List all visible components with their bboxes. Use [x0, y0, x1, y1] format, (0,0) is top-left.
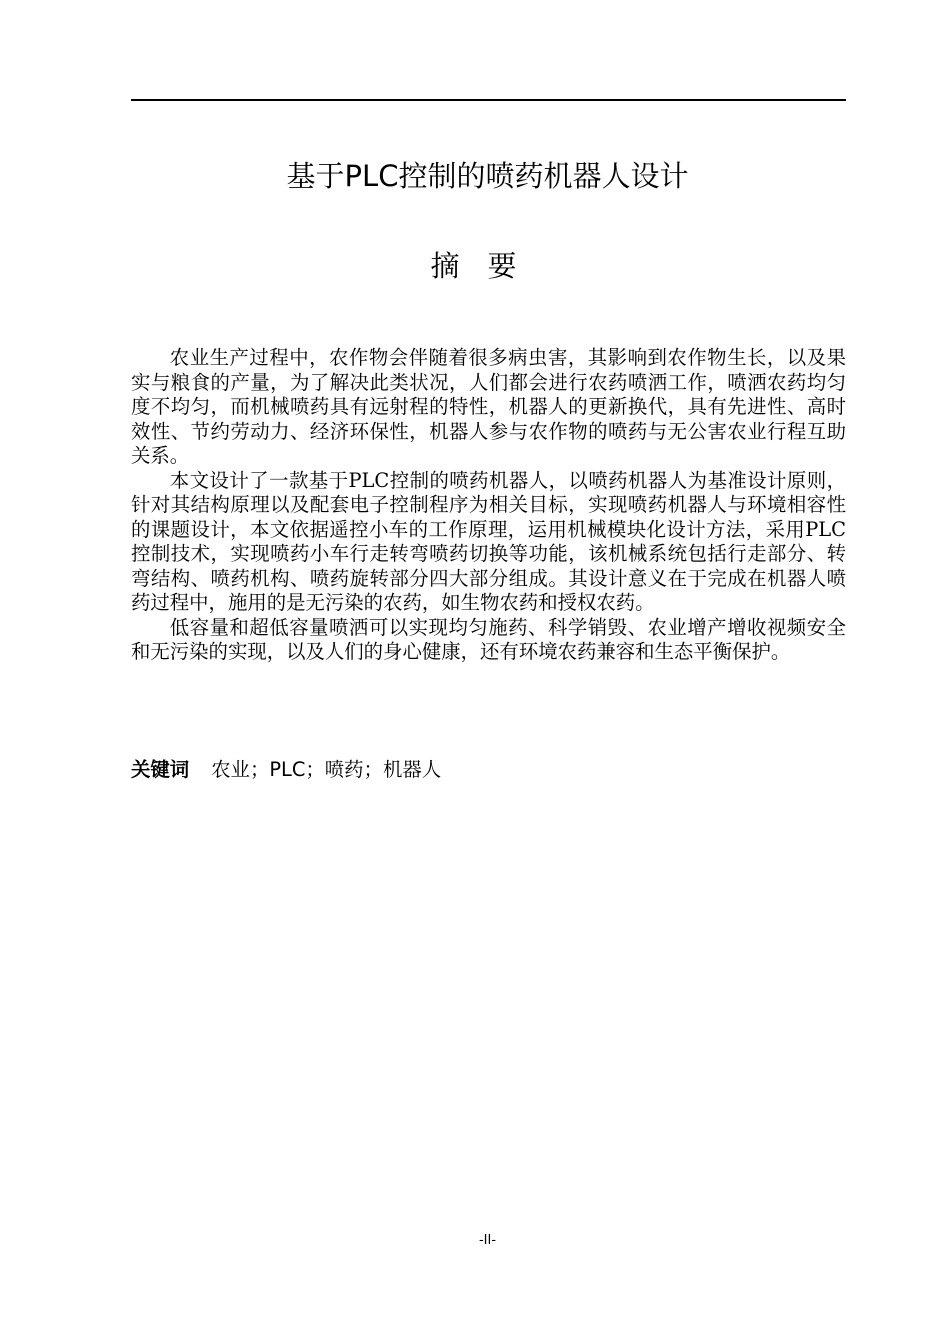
abstract-paragraph-1: 农业生产过程中，农作物会伴随着很多病虫害，其影响到农作物生长，以及果实与粮食的产量，为了解决此类状况，人们都会进行农药喷洒工作，喷洒农药均匀度不均匀，而机械喷药具有远射程的特性，机器人的更新换代，具有先进性、高时效性、节约劳动力、经济环保性，机器人参与农作物的喷药与无公害农业行程互助关系。 [131, 346, 846, 467]
abstract-body [131, 346, 846, 665]
abstract-paragraph-3: 低容量和超低容量喷洒可以实现均匀施药、科学销毁、农业增产增收视频安全和无污染的实现，以及人们的身心健康，还有环境农药兼容和生态平衡保护。 [131, 615, 846, 663]
abstract-heading: 摘要 [430, 249, 545, 283]
document-title: 基于PLC控制的喷药机器人设计 [286, 159, 689, 193]
keywords-text: 农业；PLC；喷药；机器人 [211, 758, 442, 781]
keywords-label: 关键词 [131, 758, 190, 781]
header-rule [131, 99, 846, 101]
abstract-paragraph-2: 本文设计了一款基于PLC控制的喷药机器人，以喷药机器人为基准设计原则，针对其结构原理以及配套电子控制程序为相关目标，实现喷药机器人与环境相容性的课题设计，本文依据遥控小车的工作原理，运用机械模块化设计方法，采用PLC控制技术，实现喷药小车行走转弯喷药切换等功能，该机械系统包括行走部分、转弯结构、喷药机构、喷药旋转部分四大部分组成。其设计意义在于完成在机器人喷药过程中，施用的是无污染的农药，如生物农药和授权农药。 [131, 468, 846, 614]
keywords-line [131, 757, 846, 783]
page-number: -II- [478, 1233, 497, 1248]
